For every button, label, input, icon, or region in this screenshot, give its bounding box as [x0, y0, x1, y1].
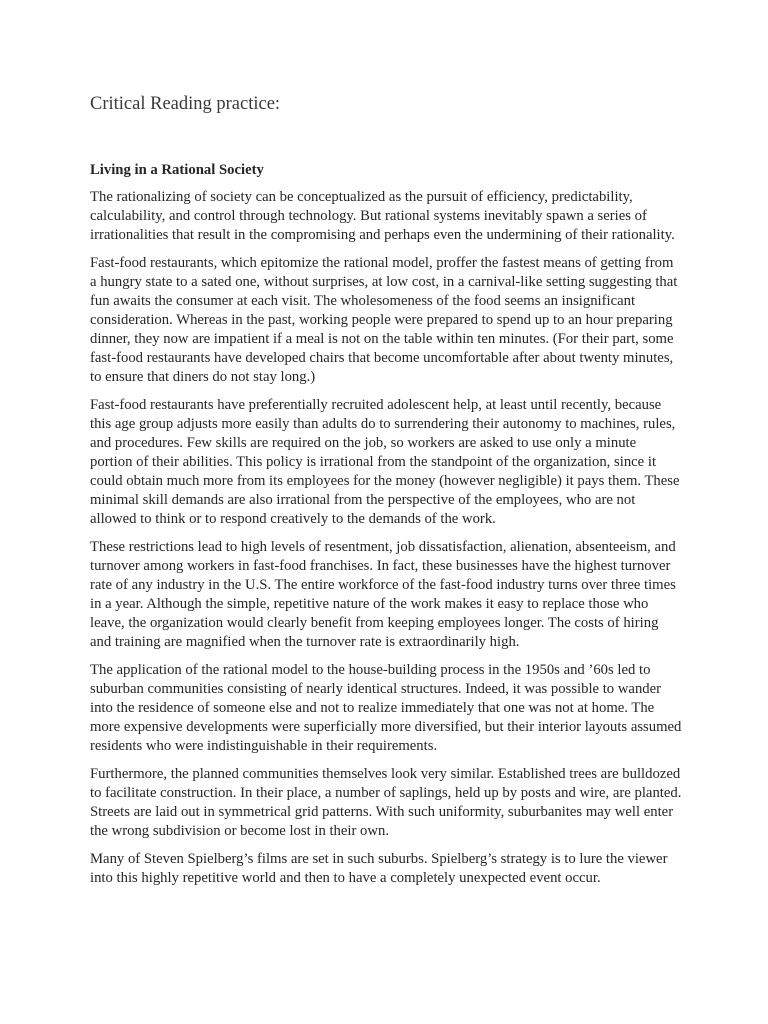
paragraph-6: Furthermore, the planned communities themselves look very similar. Established trees are bulldozed to facilitate construction. In their place, a number of saplings, held up by posts and wire, are planted. Streets are laid out in symmetrical grid patterns. With such uniformity, suburbanites may well enter the wrong subdivision or become lost in their own.: [90, 766, 682, 839]
paragraph-7: Many of Steven Spielberg’s films are set in such suburbs. Spielberg’s strategy is to lure the viewer into this highly repetitive world and then to have a completely unexpected event occur.: [90, 851, 668, 886]
paragraph-2: Fast-food restaurants, which epitomize the rational model, proffer the fastest means of getting from a hungry state to a sated one, without surprises, at low cost, in a carnival-like setting suggesting that fun awaits the consumer at each visit. The wholesomeness of the food seems an insignificant consideration. Whereas in the past, working people were prepared to spend up to an hour preparing dinner, they now are impatient if a meal is not on the table within ten minutes. (For their part, some fast-food restaurants have developed chairs that become uncomfortable after about twenty minutes, to ensure that diners do not stay long.): [90, 255, 678, 385]
paragraph-1: The rationalizing of society can be conceptualized as the pursuit of efficiency, predictability, calculability, and control through technology. But rational systems inevitably spawn a series of irrationalities that result in the compromising and perhaps even the undermining of their rationality.: [90, 189, 675, 243]
paragraph-3: Fast-food restaurants have preferentially recruited adolescent help, at least until recently, because this age group adjusts more easily than adults do to surrendering their autonomy to machines, rules, and procedures. Few skills are required on the job, so workers are asked to use only a minute portion of their abilities. This policy is irrational from the standpoint of the organization, since it could obtain much more from its employees for the money (however negligible) it pays them. These minimal skill demands are also irrational from the perspective of the employees, who are not allowed to think or to respond creatively to the demands of the work.: [90, 397, 680, 527]
document-title: Critical Reading practice:: [90, 94, 281, 114]
paragraph-4: These restrictions lead to high levels of resentment, job dissatisfaction, alienation, absenteeism, and turnover among workers in fast-food franchises. In fact, these businesses have the highest turnover rate of any industry in the U.S. The entire workforce of the fast-food industry turns over three times in a year. Although the simple, repetitive nature of the work makes it easy to replace those who leave, the organization would clearly benefit from keeping employees longer. The costs of hiring and training are magnified when the turnover rate is extraordinarily high.: [90, 539, 676, 650]
paragraph-5: The application of the rational model to the house-building process in the 1950s and ’60s led to suburban communities consisting of nearly identical structures. Indeed, it was possible to wander into the residence of someone else and not to realize immediately that one was not at home. The more expensive developments were superficially more diversified, but their interior layouts assumed residents who were indistinguishable in their requirements.: [90, 662, 682, 754]
article-heading: Living in a Rational Society: [90, 162, 264, 178]
